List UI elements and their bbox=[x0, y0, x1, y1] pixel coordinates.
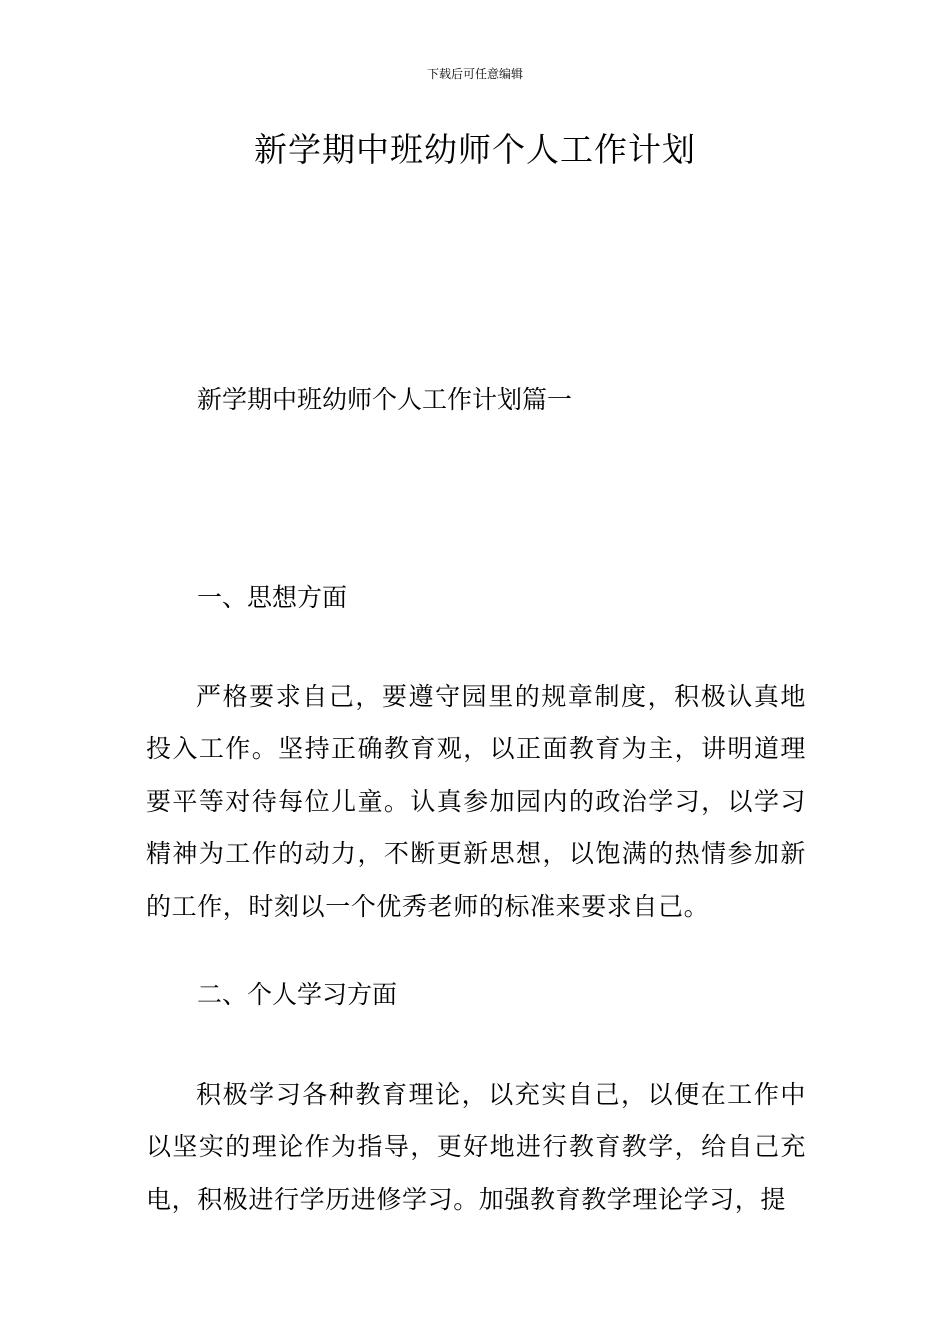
paragraph-thought: 严格要求自己，要遵守园里的规章制度，积极认真地投入工作。坚持正确教育观，以正面教育为主，讲明道理要平等对待每位儿童。认真参加园内的政治学习，以学习精神为工作的动力，不断更新思想，以饱满的热情参加新的工作，时刻以一个优秀老师的标准来要求自己。 bbox=[146, 682, 806, 921]
paragraph-learning: 积极学习各种教育理论，以充实自己，以便在工作中以坚实的理论作为指导，更好地进行教育教学，给自己充电，积极进行学历进修学习。加强教育教学理论学习，提 bbox=[146, 1080, 806, 1214]
section-heading-learning: 二、个人学习方面 bbox=[197, 980, 398, 1009]
header-note: 下载后可任意编辑 bbox=[426, 67, 523, 81]
section-subtitle: 新学期中班幼师个人工作计划篇一 bbox=[197, 385, 573, 414]
section-heading-thought: 一、思想方面 bbox=[197, 583, 348, 612]
document-title: 新学期中班幼师个人工作计划 bbox=[254, 130, 696, 169]
